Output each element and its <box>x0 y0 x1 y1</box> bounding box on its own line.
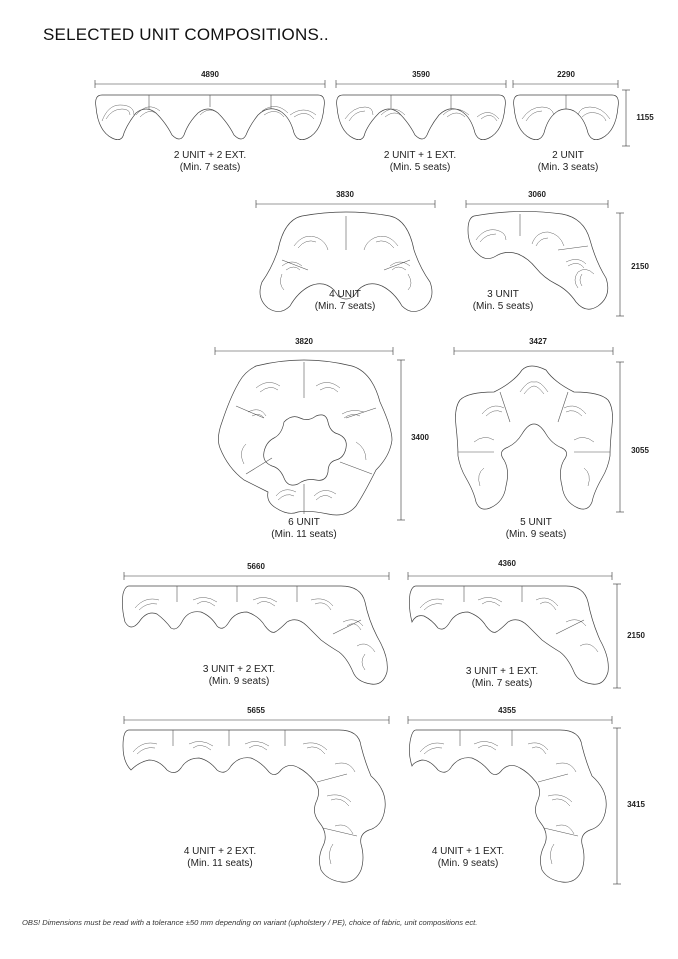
composition-seats: (Min. 7 seats) <box>314 301 376 312</box>
composition-name: 5 UNIT <box>520 517 552 528</box>
composition-caption <box>150 150 270 174</box>
composition-caption <box>360 150 480 174</box>
composition-seats: (Min. 5 seats) <box>389 162 451 173</box>
page-title: SELECTED UNIT COMPOSITIONS.. <box>43 25 329 44</box>
height-label: 3415 <box>627 800 645 809</box>
composition-seats: (Min. 9 seats) <box>437 858 499 869</box>
composition-name: 3 UNIT <box>487 289 519 300</box>
height-label: 2150 <box>627 631 645 640</box>
composition-caption <box>476 517 596 541</box>
height-label: 2150 <box>631 262 649 271</box>
composition-seats: (Min. 11 seats) <box>271 529 337 540</box>
composition-name: 4 UNIT <box>329 289 361 300</box>
sofa-5-unit <box>454 362 614 514</box>
width-label: 5660 <box>247 562 265 571</box>
composition-caption <box>285 289 405 313</box>
sofa-2-unit <box>512 91 620 147</box>
composition-seats: (Min. 7 seats) <box>179 162 241 173</box>
height-label: 3055 <box>631 446 649 455</box>
width-label: 3427 <box>529 337 547 346</box>
composition-caption <box>160 846 280 870</box>
width-label: 5655 <box>247 706 265 715</box>
sofa-6-unit <box>216 358 394 520</box>
sofa-2-unit-1-ext <box>335 91 507 147</box>
composition-name: 3 UNIT + 1 EXT. <box>465 666 539 677</box>
height-label: 3400 <box>411 433 429 442</box>
width-label: 2290 <box>557 70 575 79</box>
composition-seats: (Min. 9 seats) <box>505 529 567 540</box>
width-label: 3590 <box>412 70 430 79</box>
composition-name: 4 UNIT + 2 EXT. <box>183 846 257 857</box>
composition-name: 2 UNIT <box>552 150 584 161</box>
composition-seats: (Min. 9 seats) <box>208 676 270 687</box>
composition-seats: (Min. 11 seats) <box>187 858 253 869</box>
composition-seats: (Min. 7 seats) <box>471 678 533 689</box>
composition-caption <box>408 846 528 870</box>
composition-caption <box>443 289 563 313</box>
composition-caption <box>179 664 299 688</box>
composition-name: 2 UNIT + 1 EXT. <box>383 150 457 161</box>
height-label: 1155 <box>636 113 654 122</box>
width-label: 4890 <box>201 70 219 79</box>
composition-name: 2 UNIT + 2 EXT. <box>173 150 247 161</box>
composition-seats: (Min. 3 seats) <box>537 162 599 173</box>
composition-seats: (Min. 5 seats) <box>472 301 534 312</box>
composition-caption <box>244 517 364 541</box>
composition-caption <box>508 150 628 174</box>
width-label: 4355 <box>498 706 516 715</box>
composition-name: 6 UNIT <box>288 517 320 528</box>
composition-caption <box>442 666 562 690</box>
width-label: 3830 <box>336 190 354 199</box>
width-label: 4360 <box>498 559 516 568</box>
width-label: 3820 <box>295 337 313 346</box>
composition-name: 3 UNIT + 2 EXT. <box>202 664 276 675</box>
tolerance-footnote: OBS! Dimensions must be read with a tolerance ±50 mm depending on variant (upholstery / PE), choice of fabric, unit compositions ect. <box>22 918 478 927</box>
composition-name: 4 UNIT + 1 EXT. <box>431 846 505 857</box>
sofa-2-unit-2-ext <box>94 91 326 147</box>
width-label: 3060 <box>528 190 546 199</box>
